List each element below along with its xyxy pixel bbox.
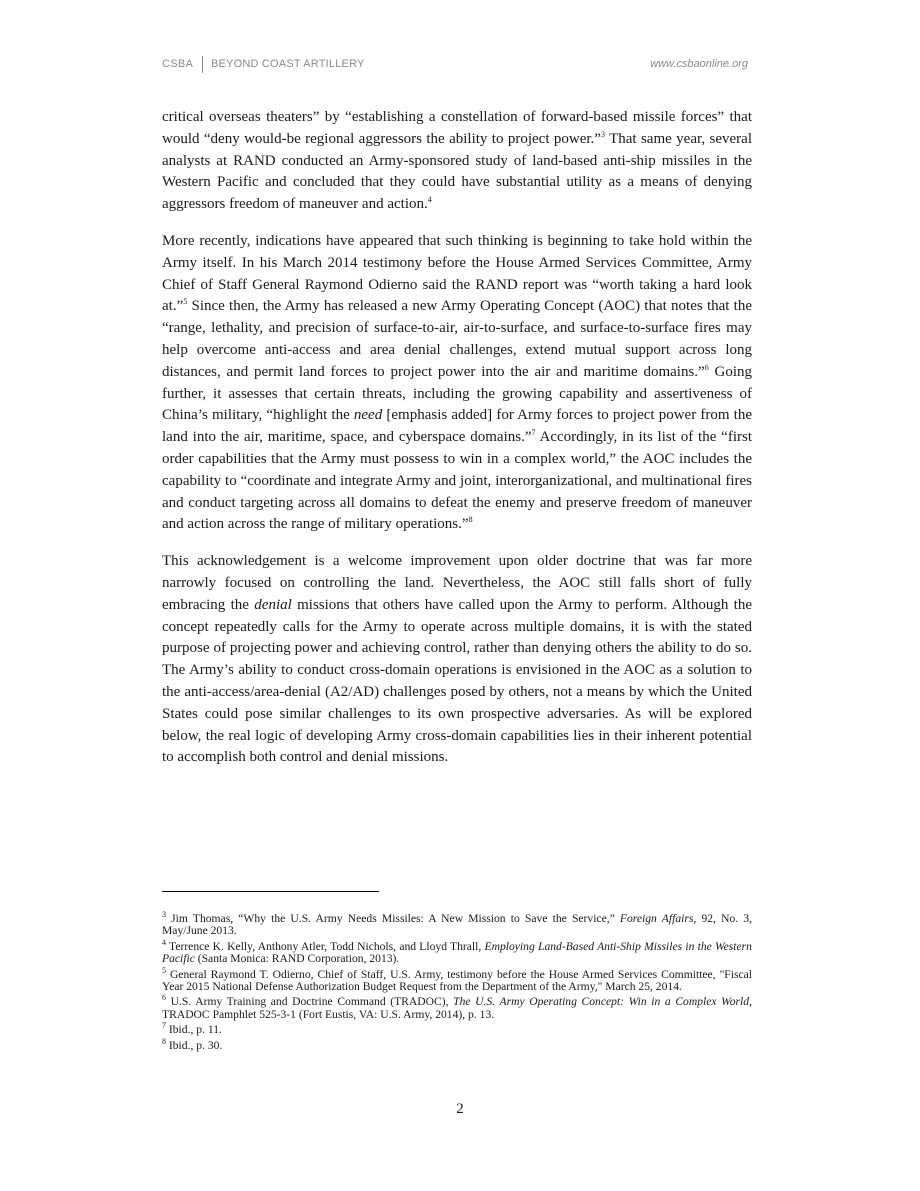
- footnote-text: Ibid., p. 30.: [166, 1038, 223, 1052]
- paragraph-text: Accordingly, in its list of the “first order capabilities that the Army must possess to win in a complex world,” the AOC includes the capability to “coordinate and integrate Army and joint, interorganizational, and multinational fires and conduct targeting across all domains to defeat the enemy and preserve freedom of maneuver and action across the range of military operations.”: [162, 429, 752, 533]
- footnote-number: 6: [162, 993, 166, 1003]
- paragraph-1: [162, 107, 752, 216]
- footnote-number: 7: [162, 1021, 166, 1031]
- footnote-text: U.S. Army Training and Doctrine Command (TRADOC),: [166, 995, 454, 1009]
- running-header: [162, 56, 748, 76]
- footnote-7: [162, 1021, 752, 1037]
- paragraph-2: [162, 231, 752, 536]
- footnote-text: , TRADOC Pamphlet 525-3-1 (Fort Eustis, VA: U.S. Army, 2014), p. 13.: [162, 995, 752, 1021]
- footnotes: [162, 910, 752, 1055]
- footnote-text: General Raymond T. Odierno, Chief of Staff, U.S. Army, testimony before the House Armed Services Committee, "Fiscal Year 2015 National Defense Authorization Budget Request from the Department of the Army," March 25, 2014.: [162, 967, 752, 994]
- paragraph-text: That same year, several analysts at RAND conducted an Army-sponsored study of land-based anti-ship missiles in the Western Pacific and concluded that they could have substantial utility as a means of denying aggressors freedom of maneuver and action.: [162, 130, 752, 213]
- footnote-text: Terrence K. Kelly, Anthony Atler, Todd Nichols, and Lloyd Thrall,: [166, 939, 485, 953]
- footnote-title: Employing Land-Based Anti-Ship Missiles in the Western Pacific: [162, 939, 752, 966]
- footnote-ref-7[interactable]: 7: [531, 428, 536, 438]
- emphasis-denial: denial: [254, 596, 292, 613]
- footnote-ref-5[interactable]: 5: [183, 297, 188, 307]
- paragraph-text: missions that others have called upon the Army to perform. Although the concept repeatedly calls for the Army to operate across multiple domains, it is with the stated purpose of projecting power and achieving control, rather than denying others the ability to do so. The Army’s ability to conduct cross-domain operations is envisioned in the AOC as a solution to the anti-access/area-denial (A2/AD) challenges posed by others, not a means by which the United States could pose similar challenges to its own prospective adversaries. As will be explored below, the real logic of developing Army cross-domain capabilities lies in their inherent potential to accomplish both control and denial missions.: [162, 596, 752, 766]
- footnote-number: 4: [162, 937, 166, 947]
- paragraph-text: This acknowledgement is a welcome improvement upon older doctrine that was far more narrowly focused on controlling the land. Nevertheless, the AOC still falls short of fully embracing the: [162, 553, 752, 613]
- page-number: 2: [456, 1101, 464, 1117]
- footnote-title: Foreign Affairs: [619, 912, 694, 925]
- footnote-ref-8[interactable]: 8: [468, 515, 473, 525]
- footnote-text: , 92, No. 3, May/June 2013.: [162, 912, 752, 938]
- footnote-divider: [162, 891, 379, 892]
- footnote-4: [162, 937, 752, 966]
- footnote-6: [162, 993, 752, 1021]
- footnote-number: 8: [162, 1036, 166, 1046]
- paragraph-text: More recently, indications have appeared that such thinking is beginning to take hold within the Army itself. In his March 2014 testimony before the House Armed Services Committee, Army Chief of Staff General Raymond Odierno said the RAND report was “worth taking a hard look at.”: [162, 232, 752, 315]
- header-url[interactable]: www.csbaonline.org: [650, 58, 748, 70]
- footnote-text: Ibid., p. 11.: [166, 1023, 222, 1037]
- footnote-number: 5: [162, 965, 166, 975]
- paragraph-3: [162, 551, 752, 769]
- body-text: [162, 107, 752, 784]
- paragraph-text: [emphasis added] for Army forces to project power from the land into the air, maritime, space, and cyberspace domains.”: [162, 407, 752, 446]
- footnote-title: The U.S. Army Operating Concept: Win in a Complex World: [453, 995, 750, 1009]
- footnote-ref-6[interactable]: 6: [704, 362, 709, 372]
- header-divider: [202, 56, 203, 73]
- paragraph-text: Since then, the Army has released a new Army Operating Concept (AOC) that notes that the “range, lethality, and precision of surface-to-air, air-to-surface, and surface-to-surface fires may help overcome anti-access and area denial challenges, extend mutual support across long distances, and permit land forces to project power into the air and maritime domains.”: [162, 298, 752, 380]
- footnote-number: 3: [162, 910, 166, 920]
- paragraph-text: Going further, it assesses that certain threats, including the growing capability and assertiveness of China’s military, “highlight the: [162, 363, 752, 424]
- footnote-8: [162, 1036, 752, 1052]
- header-org: CSBA: [162, 58, 194, 70]
- emphasis-need: need: [353, 407, 383, 424]
- footnote-3: [162, 910, 752, 938]
- footnote-ref-4[interactable]: 4: [427, 195, 432, 205]
- footnote-text: Jim Thomas, “Why the U.S. Army Needs Missiles: A New Mission to Save the Service,”: [166, 912, 620, 925]
- header-title: BEYOND COAST ARTILLERY: [211, 58, 365, 70]
- footnote-ref-3[interactable]: 3: [600, 129, 605, 139]
- footnote-text: (Santa Monica: RAND Corporation, 2013).: [194, 952, 400, 966]
- paragraph-text: critical overseas theaters” by “establishing a constellation of forward-based missile forces” that would “deny would-be regional aggressors the ability to project power.”: [162, 109, 752, 147]
- footnote-5: [162, 965, 752, 994]
